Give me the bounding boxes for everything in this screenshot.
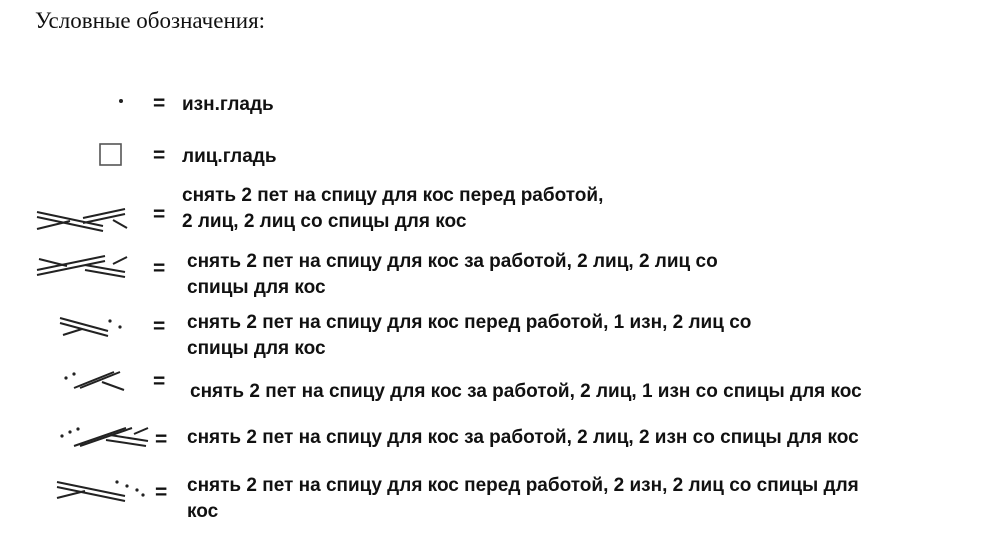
equals-sign: =: [155, 481, 168, 504]
legend-item-cable-back-purl-1: [190, 379, 862, 405]
cable-2-1-back-purl-icon: [60, 368, 130, 392]
equals-sign: =: [153, 203, 166, 226]
equals-sign: =: [153, 144, 166, 167]
legend-item-cable-front-purl-1: [187, 310, 751, 362]
equals-sign: =: [153, 257, 166, 280]
legend-line: 2 лиц, 2 лиц со спицы для кос: [182, 211, 467, 232]
equals-sign: =: [155, 428, 168, 451]
legend-line: снять 2 пет на спицу для кос за работой, 2 лиц, 2 изн со спицы для кос: [187, 427, 859, 448]
legend-line: снять 2 пет на спицу для кос за работой, 2 лиц, 1 изн со спицы для кос: [190, 381, 862, 402]
equals-sign: =: [153, 92, 166, 115]
legend-item-cable-back-purl-2: [187, 425, 859, 451]
equals-sign: =: [153, 315, 166, 338]
legend-line: кос: [187, 501, 219, 522]
legend-item-cable-front-purl-2: [187, 473, 859, 525]
legend-line: лиц.гладь: [182, 146, 277, 167]
legend-line: снять 2 пет на спицу для кос перед работой, 2 изн, 2 лиц со спицы для: [187, 475, 859, 496]
legend-line: спицы для кос: [187, 277, 326, 298]
legend-item-purl: [182, 92, 274, 118]
legend-line: изн.гладь: [182, 94, 274, 115]
knit-square-icon: [99, 143, 123, 167]
legend-title: Условные обозначения:: [35, 8, 266, 33]
cable-2-2-back-purl-icon: [58, 424, 153, 448]
cable-2-2-front-icon: [35, 208, 130, 232]
legend-item-cable-front: [182, 183, 603, 235]
cable-2-1-front-purl-icon: [58, 314, 128, 338]
legend-item-cable-back: [187, 249, 718, 301]
cable-2-2-front-purl-icon: [55, 478, 150, 502]
legend-line: спицы для кос: [187, 338, 326, 359]
equals-sign: =: [153, 370, 166, 393]
legend-line: снять 2 пет на спицу для кос перед работой,: [182, 185, 604, 206]
legend-line: снять 2 пет на спицу для кос перед работой, 1 изн, 2 лиц со: [187, 312, 752, 333]
purl-dot-icon: [117, 96, 127, 106]
cable-2-2-back-icon: [35, 254, 130, 278]
legend-line: снять 2 пет на спицу для кос за работой, 2 лиц, 2 лиц со: [187, 251, 718, 272]
legend-item-knit: [182, 144, 277, 170]
